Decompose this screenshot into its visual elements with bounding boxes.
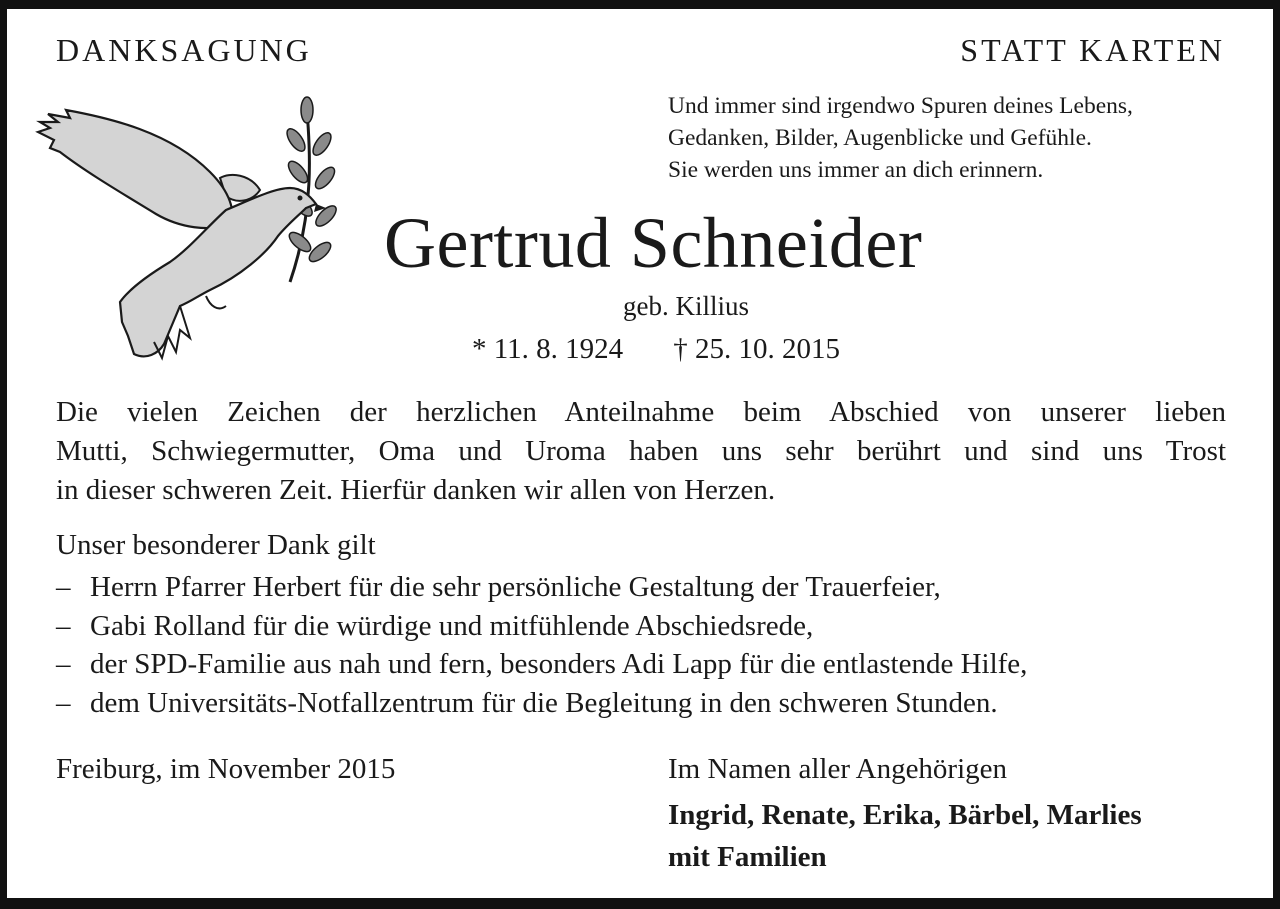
dash-bullet: – — [56, 571, 71, 603]
dash-bullet: – — [56, 609, 71, 642]
signer-line: mit Familien — [668, 841, 827, 873]
header-danksagung: DANKSAGUNG — [56, 32, 312, 68]
paragraph-line: Die vielen Zeichen der herzlichen Anteilnahme beim Abschied von unserer lieben — [56, 396, 1226, 428]
special-thanks-list — [56, 568, 1027, 722]
signers — [668, 794, 1142, 878]
list-item — [56, 645, 1027, 684]
death-date: † 25. 10. 2015 — [673, 333, 840, 365]
paragraph-line: Mutti, Schwiegermutter, Oma und Uroma haben uns sehr berührt und sind uns Trost — [56, 435, 1226, 467]
poem-line: Sie werden uns immer an dich erinnern. — [668, 157, 1044, 183]
poem — [668, 90, 1133, 186]
dove-with-olive-branch-icon — [30, 92, 342, 364]
dash-bullet: – — [56, 686, 71, 719]
signer-line: Ingrid, Renate, Erika, Bärbel, Marlies — [668, 799, 1142, 831]
list-item — [56, 568, 1027, 607]
poem-line: Und immer sind irgendwo Spuren deines Lebens, — [668, 93, 1133, 119]
deceased-name: Gertrud Schneider — [384, 203, 923, 283]
list-item-text: der SPD-Familie aus nah und fern, besonders Adi Lapp für die entlastende Hilfe, — [90, 648, 1028, 680]
header-statt-karten: STATT KARTEN — [960, 32, 1225, 68]
thanks-paragraph — [56, 393, 1226, 510]
list-item — [56, 684, 1027, 723]
dash-bullet: – — [56, 648, 71, 680]
list-item — [56, 607, 1027, 646]
life-dates — [472, 333, 840, 366]
birth-name: geb. Killius — [623, 291, 749, 321]
list-item-text: Gabi Rolland für die würdige und mitfühlende Abschiedsrede, — [90, 609, 814, 642]
poem-line: Gedanken, Bilder, Augenblicke und Gefühle. — [668, 125, 1092, 151]
place-and-date: Freiburg, im November 2015 — [56, 753, 396, 785]
special-thanks-intro: Unser besonderer Dank gilt — [56, 529, 376, 561]
list-item-text: dem Universitäts-Notfallzentrum für die Begleitung in den schweren Stunden. — [90, 686, 998, 719]
list-item-text: Herrn Pfarrer Herbert für die sehr persönliche Gestaltung der Trauerfeier, — [90, 571, 941, 603]
birth-date: * 11. 8. 1924 — [472, 333, 624, 365]
on-behalf-line: Im Namen aller Angehörigen — [668, 753, 1008, 785]
paragraph-line: in dieser schweren Zeit. Hierfür danken wir allen von Herzen. — [56, 474, 776, 506]
